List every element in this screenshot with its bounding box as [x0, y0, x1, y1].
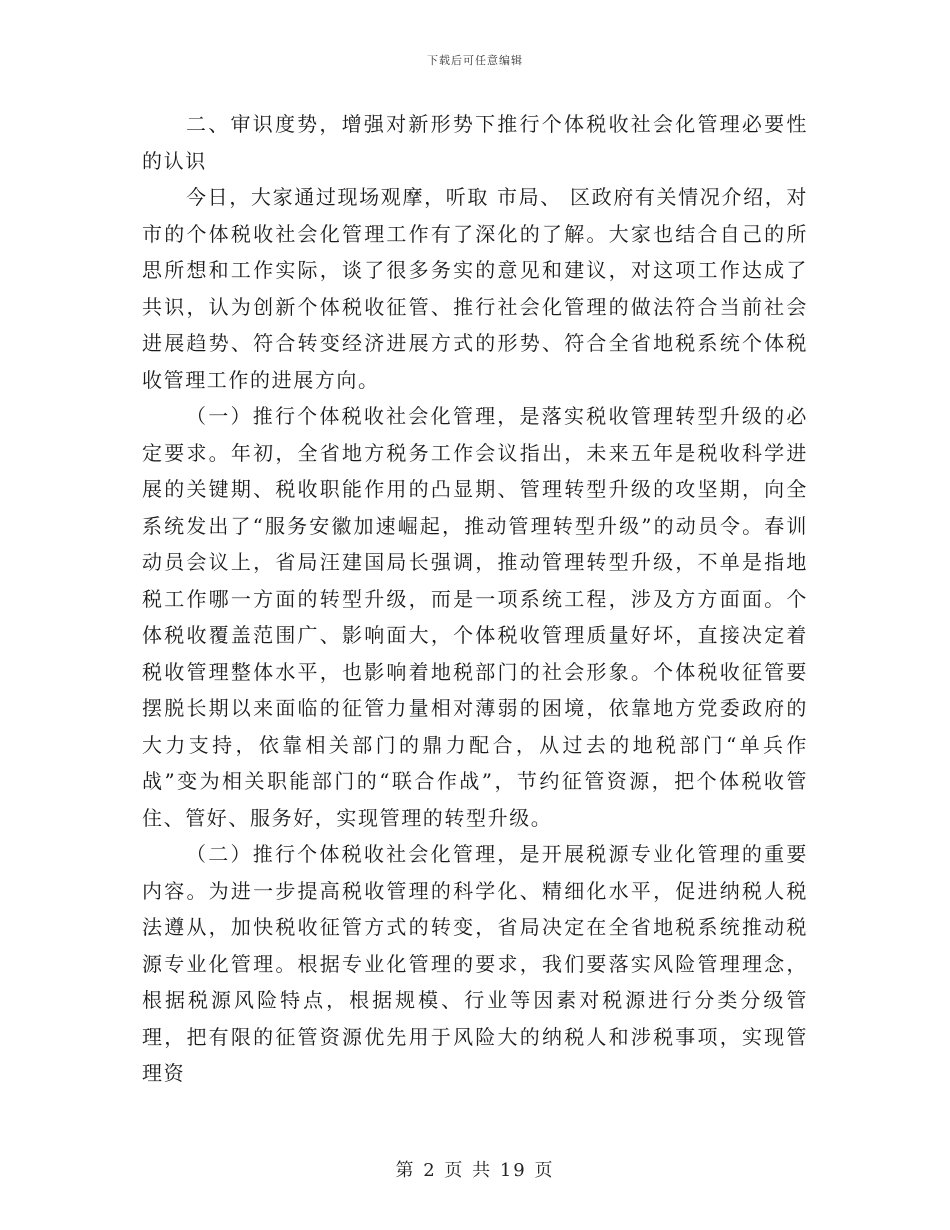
- page-header-note: 下载后可任意编辑: [427, 54, 523, 67]
- section-heading: 二、审识度势，增强对新形势下推行个体税收社会化管理必要性的认识: [142, 112, 808, 173]
- paragraph-intro: 今日，大家通过现场观摩，听取 市局、 区政府有关情况介绍，对 市的个体税收社会化管理工作有了深化的了解。大家也结合自己的所思所想和工作实际，谈了很多务实的意见和建议，对这项工作达成了共识，认为创新个体税收征管、推行社会化管理的做法符合当前社会进展趋势、符合转变经济进展方式的形势、符合全省地税系统个体税收管理工作的进展方向。: [142, 185, 808, 392]
- paragraph-point-two: （二）推行个体税收社会化管理，是开展税源专业化管理的重要内容。为进一步提高税收管理的科学化、精细化水平，促进纳税人税法遵从，加快税收征管方式的转变，省局决定在全省地税系统推动税源专业化管理。根据专业化管理的要求，我们要落实风险管理理念，根据税源风险特点，根据规模、行业等因素对税源进行分类分级管理，把有限的征管资源优先用于风险大的纳税人和涉税事项，实现管理资: [142, 842, 808, 1085]
- page-number: 第 2 页 共 19 页: [395, 1160, 555, 1181]
- paragraph-point-one: （一）推行个体税收社会化管理，是落实税收管理转型升级的必定要求。年初，全省地方税务工作会议指出，未来五年是税收科学进展的关键期、税收职能作用的凸显期、管理转型升级的攻坚期，向全系统发出了“服务安徽加速崛起，推动管理转型升级”的动员令。春训动员会议上，省局汪建国局长强调，推动管理转型升级，不单是指地税工作哪一方面的转型升级，而是一项系统工程，涉及方方面面。个体税收覆盖范围广、影响面大，个体税收管理质量好坏，直接决定着税收管理整体水平，也影响着地税部门的社会形象。个体税收征管要摆脱长期以来面临的征管力量相对薄弱的困境，依靠地方党委政府的大力支持，依靠相关部门的鼎力配合，从过去的地税部门“单兵作战”变为相关职能部门的“联合作战”，节约征管资源，把个体税收管住、管好、服务好，实现管理的转型升级。: [142, 404, 808, 830]
- document-body: [142, 106, 808, 1092]
